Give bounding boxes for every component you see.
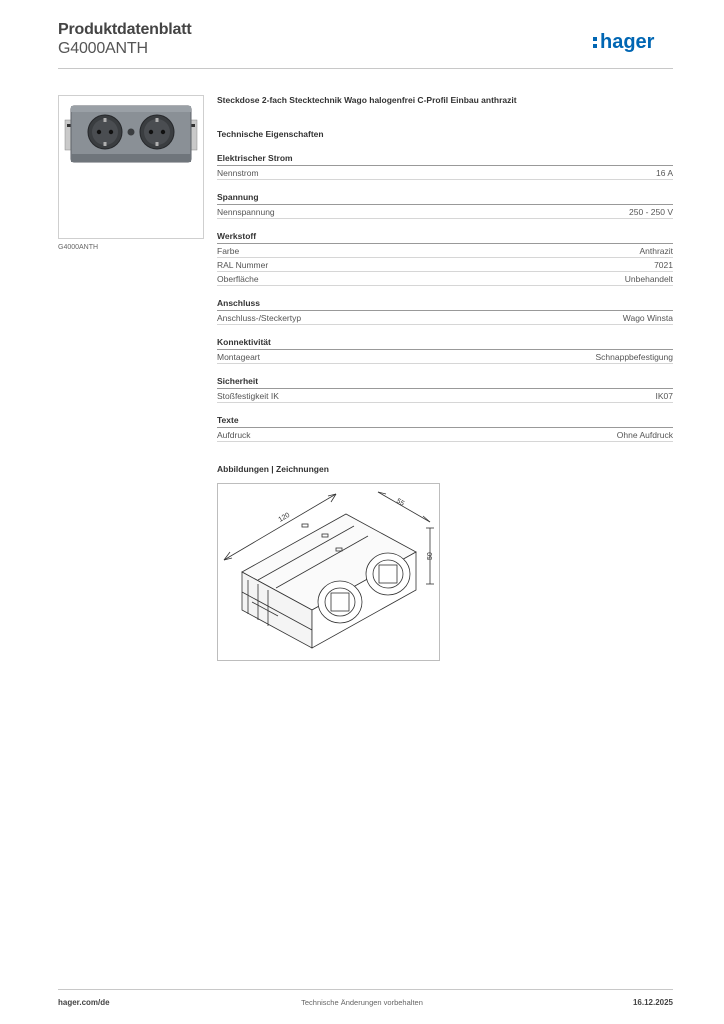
footer-date: 16.12.2025 [632,998,673,1007]
spec-label: Oberfläche [217,273,259,284]
spec-group-safety [217,376,673,403]
footer-website: hager.com/de [58,998,110,1007]
spec-row-connector-type [217,311,673,325]
spec-row-rated-voltage [217,205,673,219]
spec-group-title: Spannung [217,192,673,205]
spec-value: IK07 [655,390,673,401]
spec-group-title: Konnektivität [217,337,673,350]
logo-text: hager [600,31,655,53]
spec-value: 7021 [654,259,673,270]
spec-row-color [217,244,673,258]
image-caption: G4000ANTH [58,244,99,251]
specs-heading: Technische Eigenschaften [217,129,324,139]
footer-note: Technische Änderungen vorbehalten [301,998,423,1007]
spec-group-texts [217,415,673,442]
spec-label: Farbe [217,245,240,256]
page-title: Produktdatenblatt [58,21,192,38]
drawings-heading: Abbildungen | Zeichnungen [217,464,329,474]
spec-value: 250 - 250 V [629,206,673,217]
spec-label: Montageart [217,351,260,362]
spec-label: RAL Nummer [217,259,269,270]
spec-value: Unbehandelt [624,273,673,284]
spec-row-surface [217,272,673,286]
spec-value: Schnappbefestigung [595,351,673,362]
spec-label: Nennstrom [217,167,259,178]
product-description: Steckdose 2-fach Stecktechnik Wago halogenfrei C-Profil Einbau anthrazit [217,95,517,105]
product-image [58,95,204,239]
footer-divider [58,989,673,990]
spec-row-ral-number [217,258,673,272]
spec-value: Anthrazit [639,245,673,256]
spec-value: 16 A [655,167,673,178]
spec-row-mounting-type [217,350,673,364]
spec-row-rated-current [217,166,673,180]
spec-label: Anschluss-/Steckertyp [217,312,302,323]
dimension-label-depth: 55 [395,497,406,508]
spec-group-voltage [217,192,673,219]
spec-row-impact-resistance [217,389,673,403]
dimension-line-depth [378,492,430,522]
hager-logo [591,27,675,57]
spec-group-title: Sicherheit [217,376,673,389]
spec-group-title: Elektrischer Strom [217,153,673,166]
spec-label: Aufdruck [217,429,251,440]
spec-label: Nennspannung [217,206,275,217]
spec-group-connection [217,298,673,325]
spec-group-title: Anschluss [217,298,673,311]
spec-group-title: Texte [217,415,673,428]
spec-group-connectivity [217,337,673,364]
dimension-label-length: 120 [277,511,292,524]
spec-group-material [217,231,673,286]
spec-value: Ohne Aufdruck [616,429,673,440]
spec-row-imprint [217,428,673,442]
spec-group-title: Werkstoff [217,231,673,244]
spec-label: Stoßfestigkeit IK [217,390,279,401]
dimension-label-height: 50 [427,552,434,560]
product-details [217,95,673,474]
spec-group-electric-current [217,153,673,180]
article-number: G4000ANTH [58,40,148,57]
spec-value: Wago Winsta [622,312,673,323]
header-divider [58,68,673,69]
technical-drawing [217,483,440,661]
